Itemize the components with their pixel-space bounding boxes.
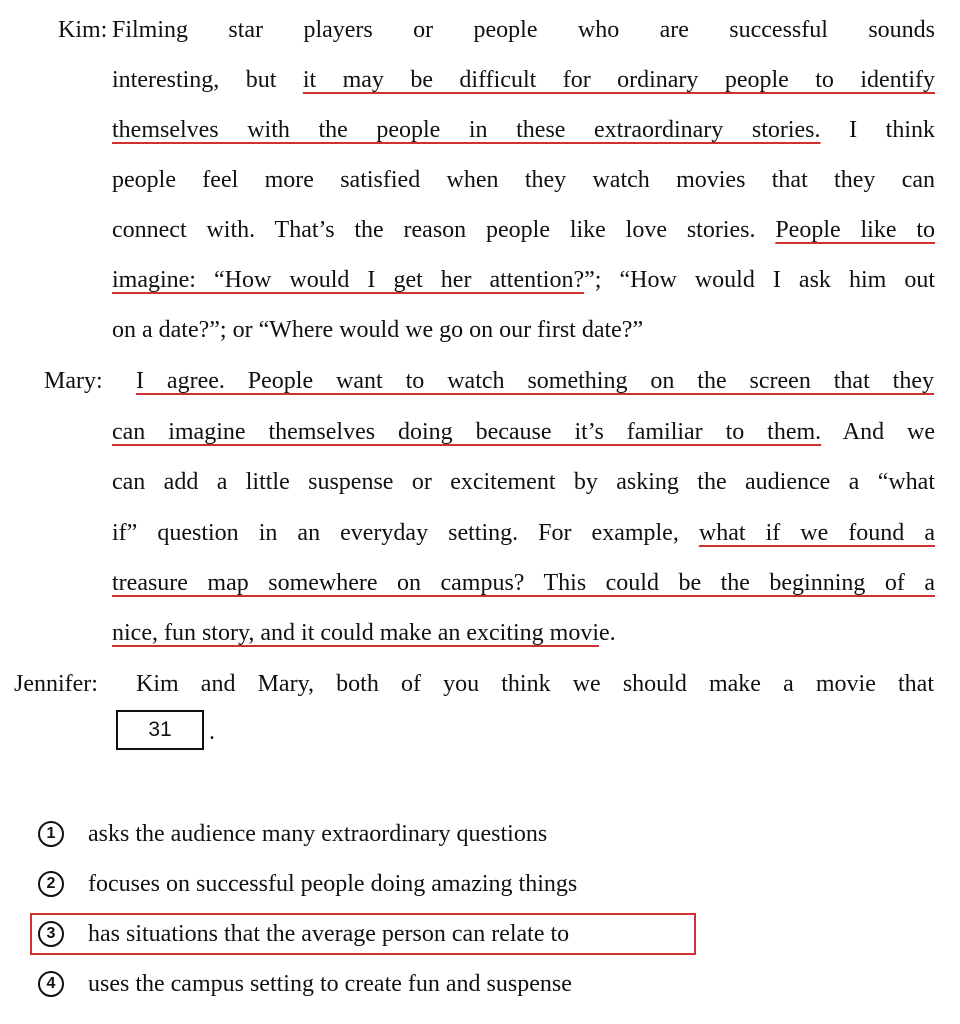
dialogue-line bbox=[112, 567, 935, 599]
dialogue-line: Filming star players or people who are successful sounds bbox=[112, 17, 935, 43]
dialogue-line: people feel more satisfied when they watch movies that they can bbox=[112, 167, 935, 193]
dialogue-line: interesting, but it may be difficult for ordinary people to identify bbox=[112, 67, 935, 93]
option-1[interactable] bbox=[38, 818, 738, 854]
circled-number-icon: 1 bbox=[38, 821, 64, 847]
option-2[interactable] bbox=[38, 868, 738, 904]
dialogue-line: can add a little suspense or excitement by asking the audience a “what bbox=[112, 469, 935, 495]
underlined-phrase: imagine: “How would I get her attention? bbox=[112, 267, 585, 293]
dialogue-line: themselves with the people in these extraordinary stories. I think bbox=[112, 117, 936, 143]
underlined-phrase: it may be difficult for ordinary people to identify bbox=[302, 67, 935, 93]
underlined-phrase: can imagine themselves doing because it’s familiar to them. bbox=[112, 419, 822, 445]
option-text: focuses on successful people doing amazing things bbox=[88, 871, 578, 897]
option-text: asks the audience many extraordinary questions bbox=[88, 821, 548, 847]
speaker-name-jennifer: Jennifer: bbox=[14, 671, 98, 697]
dialogue-line: if” question in an everyday setting. For example, what if we found a bbox=[112, 520, 935, 546]
option-text: uses the campus setting to create fun and suspense bbox=[88, 971, 572, 997]
underlined-phrase: nice, fun story, and it could make an exciting movi bbox=[112, 620, 599, 646]
dialogue-line: imagine: “How would I get her attention?”; “How would I ask him out bbox=[112, 267, 935, 293]
circled-number-icon: 4 bbox=[38, 971, 64, 997]
underlined-phrase: People like to bbox=[775, 217, 935, 243]
end-punctuation: . bbox=[209, 719, 215, 745]
underlined-phrase: treasure map somewhere on campus? This could be the beginning of a bbox=[112, 570, 935, 596]
option-4[interactable] bbox=[38, 968, 738, 1004]
dialogue-line bbox=[136, 365, 934, 397]
dialogue-line: on a date?”; or “Where would we go on our first date?” bbox=[112, 317, 644, 343]
underlined-phrase: I agree. People want to watch something on the screen that they bbox=[136, 368, 934, 394]
speaker-name-mary: Mary: bbox=[44, 368, 103, 394]
answer-blank-box: 31 bbox=[116, 710, 204, 750]
underlined-phrase: what if we found a bbox=[698, 520, 935, 546]
circled-number-icon: 3 bbox=[38, 921, 64, 947]
dialogue-line: can imagine themselves doing because it’s familiar to them. And we bbox=[112, 419, 935, 445]
selected-answer-highlight bbox=[30, 913, 696, 955]
dialogue-line: Kim and Mary, both of you think we should make a movie that bbox=[136, 671, 934, 697]
option-text: has situations that the average person can relate to bbox=[88, 921, 570, 947]
circled-number-icon: 2 bbox=[38, 871, 64, 897]
speaker-name-kim: Kim: bbox=[58, 17, 108, 43]
underlined-phrase: themselves with the people in these extraordinary stories. bbox=[112, 117, 821, 143]
dialogue-line: nice, fun story, and it could make an exciting movie. bbox=[112, 620, 616, 646]
dialogue-line: connect with. That’s the reason people like love stories. People like to bbox=[112, 217, 935, 243]
